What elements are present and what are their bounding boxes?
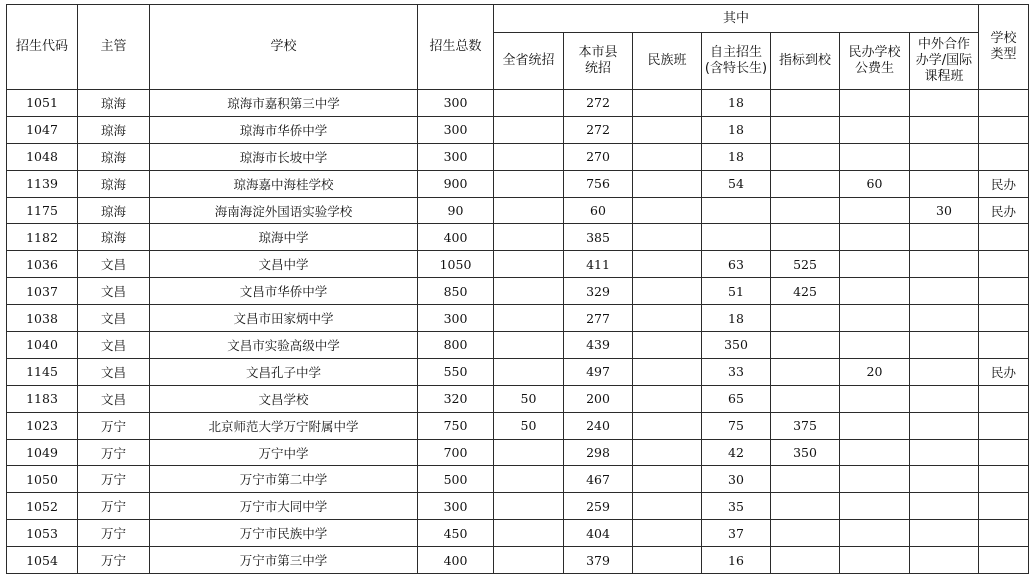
- header-province: [494, 33, 564, 90]
- cell-code: 1182: [7, 224, 78, 251]
- cell-province: [494, 143, 564, 170]
- cell-school: 文昌市实验高级中学: [150, 332, 418, 359]
- cell-independent: [702, 197, 771, 224]
- table-row: [7, 547, 1029, 574]
- cell-county: 329: [564, 278, 633, 305]
- table-row: [7, 493, 1029, 520]
- cell-private-public: [840, 90, 910, 117]
- cell-independent: 51: [702, 278, 771, 305]
- cell-school: 北京师范大学万宁附属中学: [150, 412, 418, 439]
- cell-private-public: [840, 305, 910, 332]
- cell-private-public: [840, 493, 910, 520]
- cell-province: [494, 439, 564, 466]
- cell-code: 1036: [7, 251, 78, 278]
- cell-type: [979, 547, 1029, 574]
- cell-code: 1050: [7, 466, 78, 493]
- cell-type: [979, 412, 1029, 439]
- cell-county: 270: [564, 143, 633, 170]
- cell-type: [979, 439, 1029, 466]
- cell-total: 500: [418, 466, 494, 493]
- cell-owner: 文昌: [78, 358, 150, 385]
- cell-total: 450: [418, 520, 494, 547]
- cell-independent: 18: [702, 143, 771, 170]
- cell-sino-foreign: [910, 224, 979, 251]
- header-independent-line: (含特长生): [704, 61, 768, 76]
- cell-quota: [771, 224, 840, 251]
- cell-private-public: [840, 520, 910, 547]
- cell-quota: 525: [771, 251, 840, 278]
- header-county-line: 统招: [584, 61, 611, 76]
- cell-quota: 425: [771, 278, 840, 305]
- cell-private-public: [840, 439, 910, 466]
- cell-independent: 37: [702, 520, 771, 547]
- cell-owner: 文昌: [78, 305, 150, 332]
- cell-ethnic: [633, 466, 702, 493]
- cell-total: 900: [418, 170, 494, 197]
- cell-school: 琼海市长坡中学: [150, 143, 418, 170]
- header-owner: 主管: [78, 5, 150, 90]
- cell-code: 1040: [7, 332, 78, 359]
- cell-private-public: [840, 547, 910, 574]
- cell-county: 439: [564, 332, 633, 359]
- cell-province: 50: [494, 412, 564, 439]
- cell-code: 1139: [7, 170, 78, 197]
- cell-independent: 42: [702, 439, 771, 466]
- cell-type: [979, 143, 1029, 170]
- table-row: [7, 143, 1029, 170]
- cell-sino-foreign: [910, 547, 979, 574]
- cell-type: [979, 305, 1029, 332]
- cell-county: 240: [564, 412, 633, 439]
- cell-sino-foreign: [910, 90, 979, 117]
- cell-ethnic: [633, 332, 702, 359]
- cell-province: [494, 224, 564, 251]
- cell-province: [494, 170, 564, 197]
- cell-sino-foreign: [910, 439, 979, 466]
- cell-school: 海南海淀外国语实验学校: [150, 197, 418, 224]
- table-header: [7, 5, 1029, 90]
- cell-province: [494, 305, 564, 332]
- cell-sino-foreign: [910, 466, 979, 493]
- cell-school: 琼海嘉中海桂学校: [150, 170, 418, 197]
- cell-code: 1053: [7, 520, 78, 547]
- cell-total: 300: [418, 90, 494, 117]
- header-ethnic: [633, 33, 702, 90]
- cell-independent: 63: [702, 251, 771, 278]
- cell-type: [979, 278, 1029, 305]
- cell-province: [494, 278, 564, 305]
- cell-owner: 文昌: [78, 332, 150, 359]
- cell-quota: [771, 466, 840, 493]
- header-group: 其中: [494, 5, 979, 33]
- cell-quota: [771, 90, 840, 117]
- table-row: [7, 520, 1029, 547]
- cell-independent: 18: [702, 305, 771, 332]
- cell-private-public: [840, 332, 910, 359]
- header-type-line: 学校: [990, 31, 1017, 46]
- header-sino-foreign-line: 课程班: [924, 69, 964, 84]
- header-quota-line: 指标到校: [778, 53, 831, 68]
- cell-owner: 万宁: [78, 493, 150, 520]
- cell-province: [494, 332, 564, 359]
- cell-county: 756: [564, 170, 633, 197]
- cell-independent: 65: [702, 385, 771, 412]
- cell-code: 1183: [7, 385, 78, 412]
- header-private-public: [840, 33, 910, 90]
- cell-owner: 琼海: [78, 170, 150, 197]
- cell-province: [494, 520, 564, 547]
- cell-quota: 350: [771, 439, 840, 466]
- cell-owner: 万宁: [78, 412, 150, 439]
- cell-total: 850: [418, 278, 494, 305]
- cell-county: 259: [564, 493, 633, 520]
- cell-county: 298: [564, 439, 633, 466]
- cell-ethnic: [633, 520, 702, 547]
- enrollment-sheet: [6, 4, 1029, 574]
- cell-sino-foreign: [910, 520, 979, 547]
- cell-ethnic: [633, 278, 702, 305]
- cell-province: [494, 197, 564, 224]
- cell-independent: 18: [702, 90, 771, 117]
- cell-school: 万宁市民族中学: [150, 520, 418, 547]
- header-county-line: 本市县: [578, 45, 618, 60]
- header-ethnic-line: 民族班: [647, 53, 687, 68]
- cell-sino-foreign: [910, 358, 979, 385]
- cell-county: 200: [564, 385, 633, 412]
- cell-owner: 琼海: [78, 224, 150, 251]
- table-row: [7, 305, 1029, 332]
- cell-private-public: [840, 251, 910, 278]
- cell-private-public: 60: [840, 170, 910, 197]
- table-row: [7, 332, 1029, 359]
- cell-code: 1048: [7, 143, 78, 170]
- cell-total: 320: [418, 385, 494, 412]
- cell-independent: 33: [702, 358, 771, 385]
- cell-province: [494, 547, 564, 574]
- cell-owner: 琼海: [78, 116, 150, 143]
- cell-province: [494, 116, 564, 143]
- header-sino-foreign: [910, 33, 979, 90]
- cell-type: [979, 332, 1029, 359]
- cell-county: 277: [564, 305, 633, 332]
- cell-independent: 54: [702, 170, 771, 197]
- cell-private-public: [840, 466, 910, 493]
- cell-independent: 30: [702, 466, 771, 493]
- cell-total: 300: [418, 305, 494, 332]
- cell-county: 411: [564, 251, 633, 278]
- cell-owner: 万宁: [78, 520, 150, 547]
- header-school: 学校: [150, 5, 418, 90]
- cell-quota: [771, 493, 840, 520]
- cell-owner: 琼海: [78, 143, 150, 170]
- cell-county: 60: [564, 197, 633, 224]
- cell-county: 385: [564, 224, 633, 251]
- cell-sino-foreign: [910, 251, 979, 278]
- cell-independent: 16: [702, 547, 771, 574]
- cell-ethnic: [633, 170, 702, 197]
- cell-county: 272: [564, 90, 633, 117]
- cell-owner: 琼海: [78, 197, 150, 224]
- cell-private-public: [840, 412, 910, 439]
- header-independent: [702, 33, 771, 90]
- table-row: [7, 385, 1029, 412]
- cell-code: 1175: [7, 197, 78, 224]
- cell-school: 万宁中学: [150, 439, 418, 466]
- table-row: [7, 358, 1029, 385]
- table-row: [7, 224, 1029, 251]
- cell-type: [979, 385, 1029, 412]
- cell-code: 1037: [7, 278, 78, 305]
- cell-independent: 75: [702, 412, 771, 439]
- enrollment-table: [6, 4, 1029, 574]
- cell-code: 1052: [7, 493, 78, 520]
- cell-total: 300: [418, 143, 494, 170]
- table-body: [7, 90, 1029, 574]
- cell-school: 琼海市嘉积第三中学: [150, 90, 418, 117]
- cell-code: 1054: [7, 547, 78, 574]
- cell-quota: 375: [771, 412, 840, 439]
- header-private-public-line: 公费生: [854, 61, 894, 76]
- cell-private-public: [840, 385, 910, 412]
- cell-total: 300: [418, 493, 494, 520]
- header-type-line: 类型: [990, 47, 1017, 62]
- cell-code: 1038: [7, 305, 78, 332]
- cell-owner: 万宁: [78, 466, 150, 493]
- cell-total: 300: [418, 116, 494, 143]
- cell-province: [494, 90, 564, 117]
- cell-ethnic: [633, 116, 702, 143]
- cell-quota: [771, 547, 840, 574]
- cell-owner: 文昌: [78, 385, 150, 412]
- cell-school: 万宁市大同中学: [150, 493, 418, 520]
- cell-ethnic: [633, 385, 702, 412]
- cell-code: 1047: [7, 116, 78, 143]
- cell-sino-foreign: [910, 493, 979, 520]
- cell-sino-foreign: [910, 385, 979, 412]
- cell-quota: [771, 116, 840, 143]
- cell-sino-foreign: [910, 116, 979, 143]
- cell-quota: [771, 332, 840, 359]
- cell-quota: [771, 358, 840, 385]
- cell-type: [979, 224, 1029, 251]
- cell-county: 379: [564, 547, 633, 574]
- cell-ethnic: [633, 358, 702, 385]
- cell-total: 90: [418, 197, 494, 224]
- cell-private-public: [840, 197, 910, 224]
- cell-total: 800: [418, 332, 494, 359]
- cell-quota: [771, 520, 840, 547]
- cell-code: 1023: [7, 412, 78, 439]
- header-sino-foreign-line: 办学/国际: [915, 53, 973, 68]
- cell-sino-foreign: [910, 278, 979, 305]
- cell-owner: 万宁: [78, 439, 150, 466]
- table-row: [7, 251, 1029, 278]
- cell-private-public: [840, 278, 910, 305]
- cell-type: 民办: [979, 358, 1029, 385]
- cell-code: 1051: [7, 90, 78, 117]
- cell-sino-foreign: [910, 170, 979, 197]
- cell-sino-foreign: [910, 412, 979, 439]
- cell-total: 400: [418, 547, 494, 574]
- cell-owner: 琼海: [78, 90, 150, 117]
- cell-ethnic: [633, 251, 702, 278]
- cell-sino-foreign: [910, 143, 979, 170]
- cell-province: [494, 251, 564, 278]
- header-independent-line: 自主招生: [709, 45, 762, 60]
- cell-school: 文昌市田家炳中学: [150, 305, 418, 332]
- cell-ethnic: [633, 493, 702, 520]
- cell-total: 750: [418, 412, 494, 439]
- cell-school: 万宁市第二中学: [150, 466, 418, 493]
- cell-sino-foreign: [910, 305, 979, 332]
- cell-type: [979, 493, 1029, 520]
- cell-type: 民办: [979, 170, 1029, 197]
- table-row: [7, 197, 1029, 224]
- cell-private-public: [840, 224, 910, 251]
- cell-county: 404: [564, 520, 633, 547]
- cell-school: 琼海中学: [150, 224, 418, 251]
- cell-quota: [771, 143, 840, 170]
- cell-private-public: [840, 116, 910, 143]
- cell-type: [979, 520, 1029, 547]
- header-type: [979, 5, 1029, 90]
- table-row: [7, 466, 1029, 493]
- cell-type: 民办: [979, 197, 1029, 224]
- cell-ethnic: [633, 224, 702, 251]
- cell-quota: [771, 385, 840, 412]
- cell-ethnic: [633, 197, 702, 224]
- cell-province: [494, 466, 564, 493]
- cell-independent: 35: [702, 493, 771, 520]
- cell-independent: 18: [702, 116, 771, 143]
- cell-ethnic: [633, 143, 702, 170]
- table-row: [7, 439, 1029, 466]
- cell-school: 琼海市华侨中学: [150, 116, 418, 143]
- cell-ethnic: [633, 90, 702, 117]
- cell-type: [979, 90, 1029, 117]
- cell-private-public: [840, 143, 910, 170]
- cell-type: [979, 116, 1029, 143]
- cell-owner: 万宁: [78, 547, 150, 574]
- cell-county: 497: [564, 358, 633, 385]
- cell-school: 文昌孔子中学: [150, 358, 418, 385]
- cell-independent: 350: [702, 332, 771, 359]
- header-county: [564, 33, 633, 90]
- cell-sino-foreign: [910, 332, 979, 359]
- table-row: [7, 412, 1029, 439]
- cell-type: [979, 251, 1029, 278]
- cell-code: 1049: [7, 439, 78, 466]
- cell-code: 1145: [7, 358, 78, 385]
- cell-province: 50: [494, 385, 564, 412]
- cell-owner: 文昌: [78, 278, 150, 305]
- cell-quota: [771, 170, 840, 197]
- cell-sino-foreign: 30: [910, 197, 979, 224]
- cell-ethnic: [633, 547, 702, 574]
- cell-school: 万宁市第三中学: [150, 547, 418, 574]
- header-private-public-line: 民办学校: [848, 45, 901, 60]
- cell-school: 文昌学校: [150, 385, 418, 412]
- cell-private-public: 20: [840, 358, 910, 385]
- cell-total: 700: [418, 439, 494, 466]
- cell-province: [494, 493, 564, 520]
- table-row: [7, 90, 1029, 117]
- cell-province: [494, 358, 564, 385]
- cell-quota: [771, 305, 840, 332]
- cell-independent: [702, 224, 771, 251]
- header-province-line: 全省统招: [502, 53, 555, 68]
- cell-school: 文昌市华侨中学: [150, 278, 418, 305]
- cell-ethnic: [633, 439, 702, 466]
- cell-owner: 文昌: [78, 251, 150, 278]
- cell-ethnic: [633, 412, 702, 439]
- cell-county: 272: [564, 116, 633, 143]
- cell-total: 400: [418, 224, 494, 251]
- table-row: [7, 116, 1029, 143]
- table-row: [7, 278, 1029, 305]
- cell-school: 文昌中学: [150, 251, 418, 278]
- header-sino-foreign-line: 中外合作: [917, 37, 970, 52]
- table-row: [7, 170, 1029, 197]
- cell-quota: [771, 197, 840, 224]
- cell-ethnic: [633, 305, 702, 332]
- cell-total: 1050: [418, 251, 494, 278]
- cell-county: 467: [564, 466, 633, 493]
- header-code: 招生代码: [7, 5, 78, 90]
- header-total: 招生总数: [418, 5, 494, 90]
- cell-total: 550: [418, 358, 494, 385]
- header-quota: [771, 33, 840, 90]
- cell-type: [979, 466, 1029, 493]
